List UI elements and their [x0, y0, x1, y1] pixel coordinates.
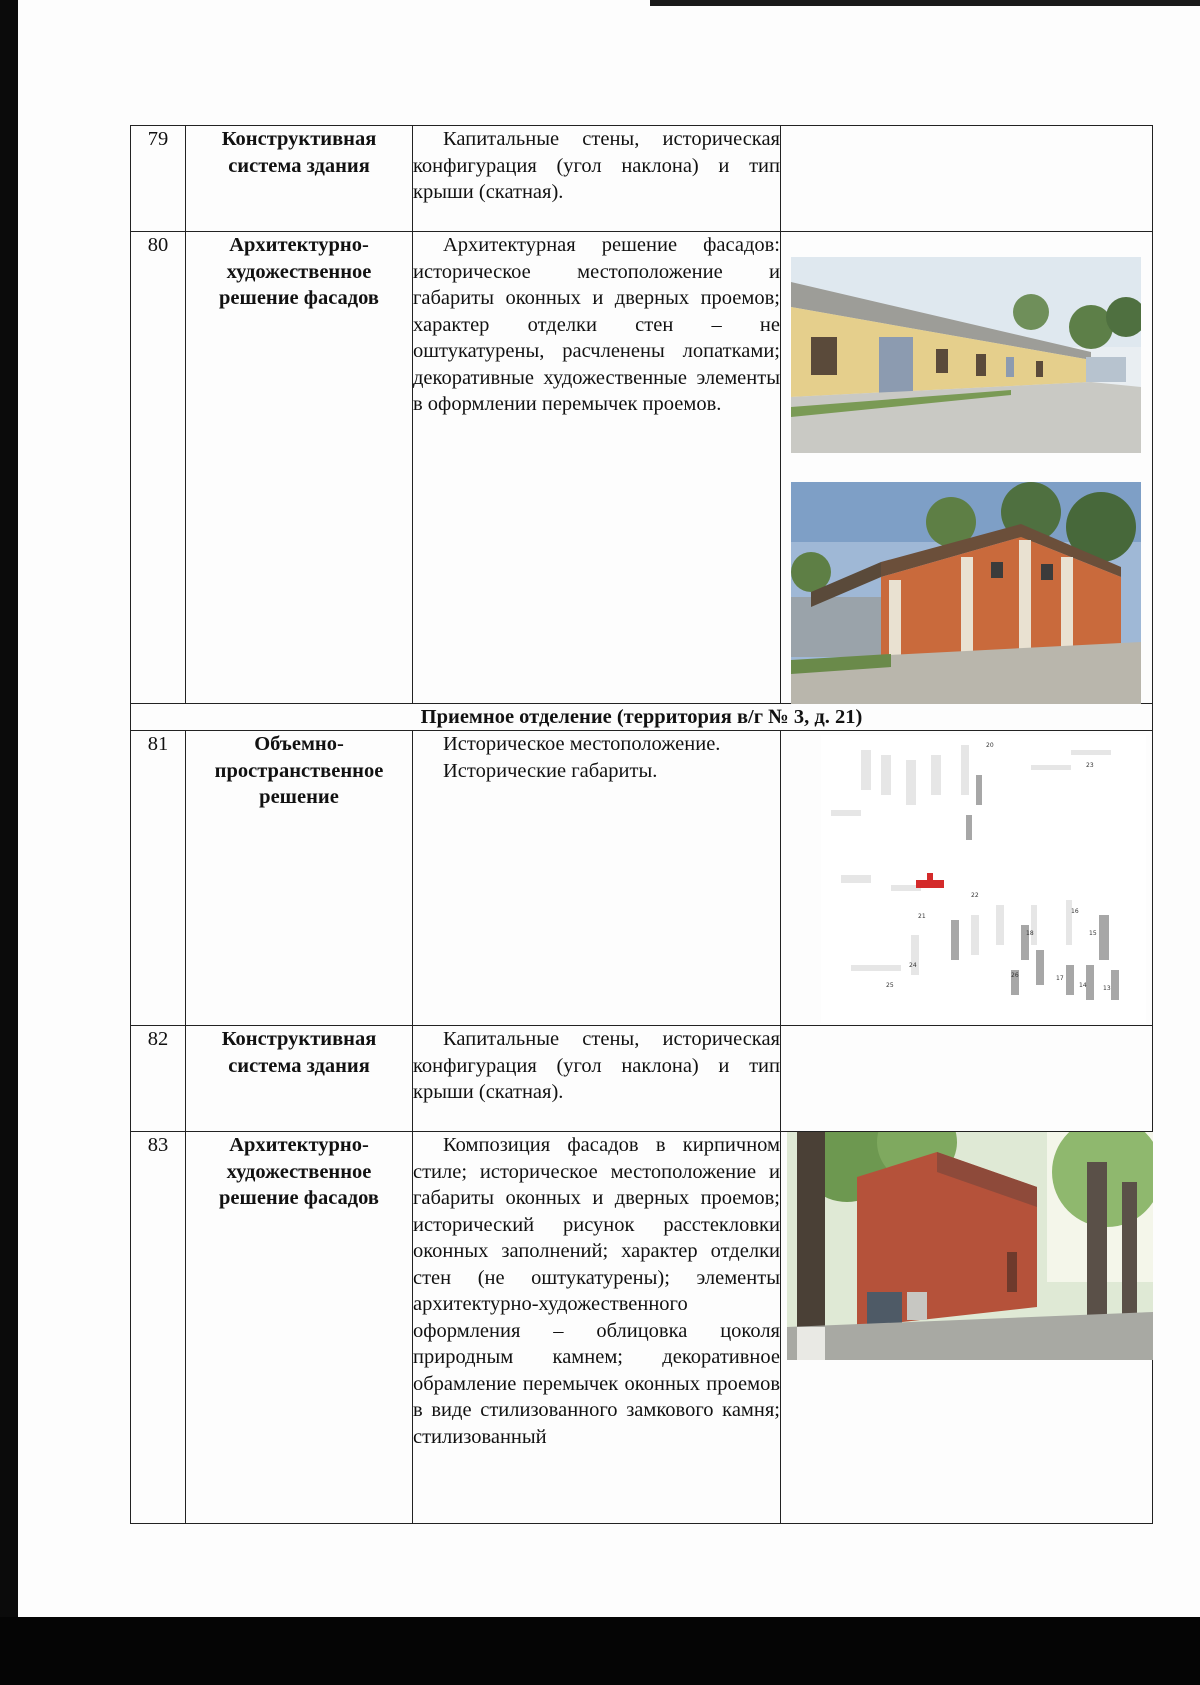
- map-label: 21: [918, 913, 926, 920]
- map-label: 24: [909, 962, 917, 969]
- map-label: 17: [1056, 975, 1064, 982]
- row-number: 82: [131, 1026, 186, 1132]
- table-row: [131, 1132, 1153, 1524]
- brick-building-photo: [787, 1132, 1153, 1360]
- map-label: 15: [1089, 930, 1097, 937]
- map-label: 23: [1086, 762, 1094, 769]
- image-cell: [781, 731, 1153, 1026]
- description-paragraph: Историческое местоположение.: [443, 733, 721, 755]
- element-name: Архитектурно-художественное решение фасадов: [186, 1132, 413, 1524]
- scan-left-edge: [0, 0, 18, 1685]
- element-description: [413, 1026, 781, 1132]
- description-paragraph: Композиция фасадов в кирпичном стиле; историческое местоположение и габариты оконных и дверных проемов; исторический рисунок расстекловки оконных заполнений; характер отделки стен (не оштукатурены); элементы архитектурно-художественного оформления – облицовка цоколя природным камнем; декоративное обрамление перемычек оконных проемов в виде стилизованного замкового камня; стилизованный: [413, 1134, 780, 1448]
- description-paragraph: Исторические габариты.: [443, 759, 658, 782]
- map-label: 16: [1071, 908, 1079, 915]
- table-row: [131, 232, 1153, 704]
- image-cell: [781, 232, 1153, 704]
- table-row: [131, 126, 1153, 232]
- map-label: 20: [986, 742, 994, 749]
- element-description: [413, 1132, 781, 1524]
- row-number: 80: [131, 232, 186, 704]
- image-cell: [781, 126, 1153, 232]
- map-label: 14: [1079, 982, 1087, 989]
- section-title: Приемное отделение (территория в/г № 3, д. 21): [131, 704, 1153, 731]
- row-number: 81: [131, 731, 186, 1026]
- section-header-row: [131, 704, 1153, 731]
- map-label: 18: [1026, 930, 1034, 937]
- element-name: Конструктивная система здания: [186, 126, 413, 232]
- element-description: [413, 126, 781, 232]
- image-cell: [781, 1026, 1153, 1132]
- element-description: [413, 232, 781, 704]
- brick-warehouse-photo: [791, 482, 1141, 704]
- map-label: 22: [971, 892, 979, 899]
- table-row: [131, 731, 1153, 1026]
- table-row: [131, 1026, 1153, 1132]
- image-cell: [781, 1132, 1153, 1524]
- row-number: 83: [131, 1132, 186, 1524]
- map-label: 13: [1103, 985, 1111, 992]
- scan-bottom-edge: [0, 1617, 1200, 1685]
- element-name: Конструктивная система здания: [186, 1026, 413, 1132]
- scan-top-edge: [650, 0, 1200, 6]
- row-number: 79: [131, 126, 186, 232]
- barrack-facade-photo: [791, 257, 1141, 453]
- description-paragraph: Капитальные стены, историческая конфигурация (угол наклона) и тип крыши (скатная).: [413, 1028, 780, 1103]
- map-label: 25: [886, 982, 894, 989]
- description-paragraph: Архитектурная решение фасадов: историческое местоположение и габариты оконных и дверных проемов; характер отделки стен – не оштукатурены, расчленены лопатками; декоративные художественные элементы в оформлении перемычек проемов.: [413, 234, 780, 415]
- description-paragraph: Капитальные стены, историческая конфигурация (угол наклона) и тип крыши (скатная).: [413, 128, 780, 203]
- element-name: Объемно-пространственное решение: [186, 731, 413, 1026]
- element-name: Архитектурно-художественное решение фасадов: [186, 232, 413, 704]
- site-plan-map: [821, 735, 1146, 1023]
- element-description: [413, 731, 781, 1026]
- heritage-elements-table: [130, 125, 1153, 1524]
- map-label: 26: [1011, 972, 1019, 979]
